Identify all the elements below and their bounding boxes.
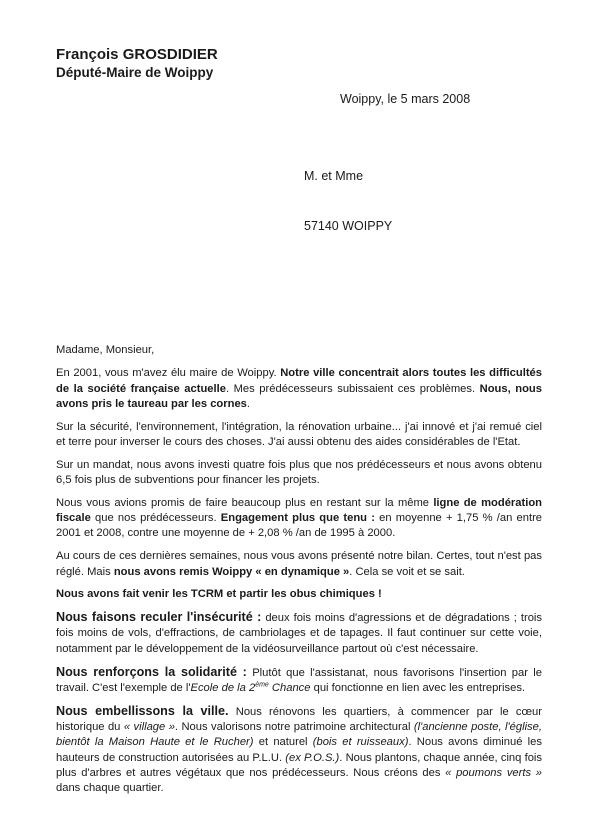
text: que nos prédécesseurs. (90, 512, 221, 525)
italic-text: (bois et ruisseaux) (312, 736, 409, 749)
sender-last-name: GROSDIDIER (122, 46, 218, 63)
salutation: Madame, Monsieur, (56, 344, 155, 356)
emphasis: Nous, nous avons pris le taureau par les cornes (56, 382, 542, 410)
sender-block (56, 46, 218, 82)
italic-text (191, 682, 311, 694)
sender-title: Député-Maire de Woippy (56, 65, 214, 80)
text: deux fois moins d'agressions et de dégradations ; trois fois moins de vols, d'effractions, de cambriolages et de tapages. Il faut continuer sur cette voie, notamment par le développement de la vidéosurveillance partout où c'est nécessaire. (56, 612, 542, 655)
text: . Cela se voit et se sait. (349, 565, 465, 578)
paragraph-insecurity (56, 610, 542, 657)
italic-text: (ex P.O.S.) (285, 751, 340, 764)
text: en moyenne + 1,75 % /an entre 2001 et 2008, contre une moyenne de + 2,08 % /an de 1995 à 2000. (56, 512, 543, 540)
emphasis: nous avons remis Woippy « en dynamique » (113, 565, 350, 578)
emphasis: ligne de modération fiscale (56, 496, 542, 525)
italic-text: « poumons verts » (445, 766, 542, 779)
paragraph-solidarity (56, 665, 542, 697)
text: . Nous plantons, chaque année, cinq fois plus d'arbres et autres végétaux que nos prédécesseurs. Nous créons des (56, 751, 542, 779)
emphasis: Nous avons fait venir les TCRM et partir les obus chimiques ! (56, 588, 382, 601)
paragraph-intro (56, 366, 542, 412)
text: Nous rénovons les quartiers, à commencer par le cœur historique du (56, 705, 542, 733)
text: Plutôt que l'assistanat, nous favorisons l'insertion par le travail. C'est l'exemple de l' (56, 666, 542, 694)
emphasis: Notre ville concentrait alors toutes les difficultés de la société française actuelle (56, 367, 543, 395)
recipient-city: 57140 WOIPPY (304, 219, 393, 233)
text: . Mes prédécesseurs subissaient ces problèmes. (225, 382, 480, 395)
text: . Nous avons diminué les hauteurs de construction autorisées au P.L.U. (56, 736, 542, 764)
recipient-block (304, 168, 392, 234)
text: et naturel (253, 736, 313, 749)
text: . Nous valorisons notre patrimoine architectural (174, 720, 414, 733)
text: qui fonctionne en lien avec les entreprises. (310, 681, 526, 694)
section-heading: Nous renforçons la solidarité : (56, 664, 247, 679)
section-heading: Nous faisons reculer l'insécurité : (56, 610, 262, 625)
text: Nous vous avions promis de faire beaucoup plus en restant sur la même (56, 496, 434, 509)
section-heading: Nous embellissons la ville. (56, 703, 229, 718)
sender-first-name: François (56, 46, 123, 63)
italic-text: (l'ancienne poste, l'église, bientôt la Maison Haute et le Rucher) (56, 720, 542, 749)
text: Ecole de la 2 (190, 681, 256, 694)
recipient-name: M. et Mme (304, 169, 364, 183)
italic-text: « village » (123, 720, 175, 733)
paragraph-bilan (56, 549, 542, 580)
text: Au cours de ces dernières semaines, nous vous avons présenté notre bilan. Certes, tout n'est pas réglé. Mais (56, 550, 542, 578)
text: Chance (268, 681, 311, 694)
paragraph-security: Sur la sécurité, l'environnement, l'intégration, la rénovation urbaine... j'ai innové et j'ai remué ciel et terre pour inverser le cours des choses. J'ai aussi obtenu des aides considérables de l'Etat. (56, 420, 542, 448)
paragraph-tcrm (56, 587, 542, 602)
superscript: ème (255, 681, 269, 689)
text: dans chaque quartier. (56, 782, 164, 795)
sender-name (56, 46, 218, 64)
paragraph-taxes (56, 496, 542, 542)
paragraph-city (56, 704, 542, 797)
text: . (246, 397, 251, 410)
emphasis: Engagement plus que tenu : (220, 512, 375, 525)
paragraph-investment: Sur un mandat, nous avons investi quatre fois plus que nos prédécesseurs et nous avons obtenu 6,5 fois plus de subventions pour financer les projets. (56, 458, 542, 487)
place-date: Woippy, le 5 mars 2008 (340, 92, 471, 106)
text: En 2001, vous m'avez élu maire de Woippy. (56, 367, 281, 380)
letter-body (56, 343, 542, 804)
